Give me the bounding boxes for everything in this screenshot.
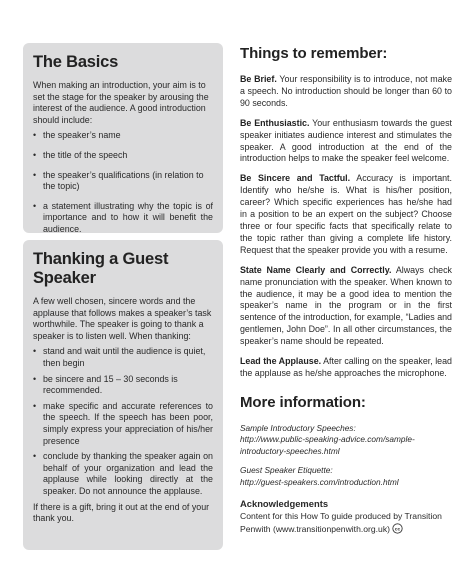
acknowledgements-body: Content for this How To guide produced by Transition Penwith (www.transitionpenwith.org.uk) — [240, 511, 442, 534]
cc-icon — [392, 523, 403, 534]
tip-lead-applause — [240, 356, 452, 380]
tip-be-sincere — [240, 173, 452, 256]
list-item — [33, 401, 213, 447]
bullet-icon: • — [33, 400, 37, 411]
svg-text:cc: cc — [395, 527, 401, 533]
list-item — [33, 346, 213, 369]
tip-text: Always check name pronunciation with the speaker. When known to the audience, it may be a good idea to mention the speaker’s name in the program or in the first sentence of the introduction, for example, “Ladies and gentlemen, John Doe”. In all other circumstances, the speaker’s name should be repeated. — [240, 264, 452, 347]
tip-lead: State Name Clearly and Correctly. — [240, 264, 392, 275]
bullet-icon: • — [33, 200, 37, 211]
tip-text: Your responsibility is to introduce, not make a speech. No introduction should be longer than 60 to 90 seconds. — [240, 74, 453, 108]
tip-lead: Be Brief. — [240, 74, 277, 84]
acknowledgements-text — [240, 511, 452, 535]
basics-list — [33, 130, 213, 235]
basics-intro: When making an introduction, your aim is to set the stage for the speaker by arousing the interest of the audience. A good introduction should include: — [33, 80, 209, 125]
list-item — [33, 451, 213, 497]
bullet-icon: • — [33, 169, 37, 180]
tip-text: Accuracy is important. Identify who he/she is. What is his/her position, career? Which specific experiences has he/she had in a position to be an expert on the subject? Choose three or four specific facts that specifically relate to the topic rather than giving a complete life history. Request that the speaker provide you with a resume. — [240, 173, 452, 255]
thanking-outro: If there is a gift, bring it out at the end of your thank you. — [33, 501, 210, 524]
tip-lead: Be Sincere and Tactful. — [240, 173, 351, 184]
tip-be-brief — [240, 74, 452, 110]
thanking-box — [23, 240, 223, 550]
list-item-text: be sincere and 15 – 30 seconds is recommended. — [43, 373, 178, 396]
reference-link[interactable]: http://guest-speakers.com/introduction.html — [240, 476, 399, 487]
reference-link[interactable]: http://www.public-speaking-advice.com/sample-introductory-speeches.html — [240, 434, 415, 456]
list-item — [33, 374, 213, 397]
bullet-icon: • — [33, 451, 37, 462]
remember-title: Things to remember: — [240, 45, 388, 62]
list-item-text: make specific and accurate references to the speech. If the speech has been poor, simply express your appreciation of his/her presence — [43, 400, 213, 446]
reference-sample-speeches — [240, 423, 452, 458]
list-item-text: stand and wait until the audience is quiet, then begin — [43, 346, 206, 368]
bullet-icon: • — [33, 149, 37, 160]
right-column — [240, 45, 452, 535]
reference-label: Sample Introductory Speeches: — [240, 422, 356, 433]
basics-box — [23, 43, 223, 233]
bullet-icon: • — [33, 373, 37, 384]
tip-text: Your enthusiasm towards the guest speaker initiates audience interest and stimulates the speaker. A good introduction at the end of the introduction helps to make the speaker feel welcome. — [240, 117, 452, 164]
list-item — [33, 201, 213, 236]
bullet-icon: • — [33, 346, 37, 357]
list-item-text: the speaker’s name — [43, 130, 121, 141]
reference-speaker-etiquette — [240, 465, 452, 488]
list-item-text: conclude by thanking the speaker again on behalf of your organization and lead the applause while looking directly at the speaker. Do not announce the applause. — [43, 451, 213, 496]
tip-text: After calling on the speaker, lead the applause as he/she approaches the microphone. — [240, 356, 452, 378]
list-item — [33, 170, 213, 193]
basics-title: The Basics — [33, 53, 119, 71]
thanking-title: Thanking a Guest Speaker — [33, 250, 169, 287]
tip-lead: Lead the Applause. — [240, 356, 322, 367]
more-info-title: More information: — [240, 393, 366, 411]
tip-state-name — [240, 265, 452, 348]
acknowledgements-title: Acknowledgements — [240, 498, 329, 510]
list-item — [33, 130, 213, 142]
thanking-list — [33, 346, 213, 497]
list-item-text: the title of the speech — [43, 149, 128, 160]
tip-lead: Be Enthusiastic. — [240, 117, 310, 128]
list-item-text: the speaker’s qualifications (in relation to the topic) — [43, 169, 204, 192]
thanking-intro: A few well chosen, sincere words and the applause that follows makes a speaker’s task worthwhile. The speaker is going to thank a speaker is to listen well. When thanking: — [33, 296, 212, 341]
list-item-text: a statement illustrating why the topic is of importance and to how it will benefit the audience. — [43, 200, 213, 234]
bullet-icon: • — [33, 130, 37, 141]
list-item — [33, 150, 213, 162]
tip-be-enthusiastic — [240, 118, 452, 166]
reference-label: Guest Speaker Etiquette: — [240, 465, 333, 476]
